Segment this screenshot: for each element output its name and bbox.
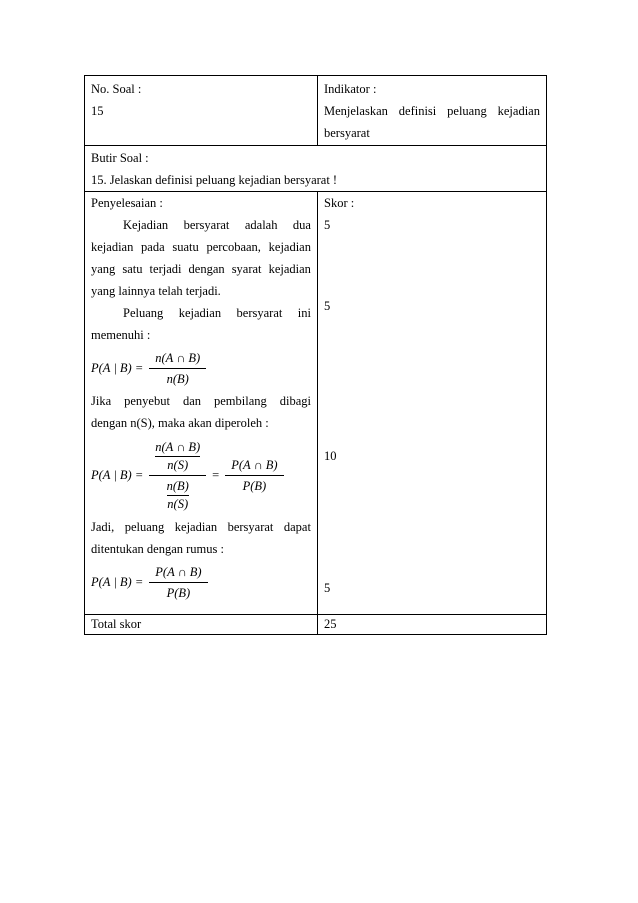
- word: bersyarat: [183, 218, 230, 232]
- formula-3-lhs: P(A | B) =: [91, 574, 144, 589]
- word: Kejadian: [123, 218, 169, 232]
- no-soal-cell: [85, 76, 318, 146]
- word: dengan: [188, 262, 225, 276]
- word: Jadi,: [91, 520, 115, 534]
- indikator-word: peluang: [447, 104, 487, 118]
- para1-line2: [85, 236, 317, 258]
- formula-2-den-bottom: n(S): [167, 496, 189, 511]
- formula-3: [85, 560, 317, 604]
- word: satu: [122, 262, 143, 276]
- formula-2-denominator: [161, 476, 195, 512]
- word: ini: [297, 306, 311, 320]
- para2-line2: memenuhi :: [91, 328, 151, 342]
- word: dan: [182, 394, 201, 408]
- word: kejadian: [174, 520, 218, 534]
- para3-line2: dengan n(S), maka akan diperoleh :: [91, 416, 269, 430]
- skor-value: 10: [324, 449, 337, 463]
- formula-2-equals: =: [212, 467, 220, 482]
- total-label-cell: [85, 615, 318, 635]
- header-row: [85, 76, 547, 146]
- formula-2-num-bottom: n(S): [167, 457, 189, 472]
- para1-line1: [85, 214, 317, 236]
- word: kejadian: [91, 240, 134, 254]
- para1-line3: [85, 258, 317, 280]
- total-label: Total skor: [91, 617, 142, 631]
- skor-value: 5: [324, 299, 331, 313]
- word: dibagi: [279, 394, 311, 408]
- word: peluang: [124, 520, 165, 534]
- para3-line1: [85, 390, 317, 412]
- penyelesaian-row: [85, 192, 547, 615]
- word: suatu: [172, 240, 199, 254]
- formula-2-num-top: n(A ∩ B): [155, 439, 200, 457]
- word: bersyarat: [227, 520, 274, 534]
- word: pembilang: [213, 394, 267, 408]
- word: pada: [141, 240, 165, 254]
- penyelesaian-label: Penyelesaian :: [91, 196, 163, 210]
- formula-1-fraction: [149, 350, 206, 387]
- no-soal-label: No. Soal :: [91, 82, 142, 96]
- indikator-word: kejadian: [497, 104, 540, 118]
- formula-2-rhs-numerator: P(A ∩ B): [225, 457, 283, 476]
- formula-2-complex-fraction: [149, 439, 206, 512]
- formula-3-fraction: [149, 564, 207, 601]
- word: dapat: [283, 520, 311, 534]
- total-value: 25: [324, 617, 337, 631]
- para4-line2: ditentukan dengan rumus :: [91, 542, 224, 556]
- formula-2-numerator: [149, 439, 206, 476]
- indikator-line-2: bersyarat: [324, 126, 370, 140]
- skor-value: 5: [324, 218, 331, 232]
- rubric-table: [84, 75, 547, 635]
- word: percobaan,: [206, 240, 261, 254]
- word: bersyarat: [236, 306, 283, 320]
- total-value-cell: [318, 615, 547, 635]
- indikator-word: Menjelaskan: [324, 104, 388, 118]
- formula-2-den-top: n(B): [167, 478, 189, 496]
- para2-line1: [85, 302, 317, 324]
- formula-1: [85, 346, 317, 390]
- para1-line4: yang lainnya telah terjadi.: [91, 284, 221, 298]
- formula-1-denominator: n(B): [166, 371, 189, 386]
- skor-cell: [318, 192, 547, 615]
- formula-3-denominator: P(B): [166, 585, 191, 600]
- skor-value: 5: [324, 581, 331, 595]
- butir-row: [85, 146, 547, 192]
- indikator-cell: [318, 76, 547, 146]
- word: kejadian: [268, 262, 311, 276]
- formula-3-numerator: P(A ∩ B): [149, 564, 207, 583]
- word: kejadian: [178, 306, 222, 320]
- formula-2: [85, 434, 317, 516]
- indikator-label: Indikator :: [324, 82, 377, 96]
- word: Jika: [91, 394, 112, 408]
- word: dua: [292, 218, 311, 232]
- formula-1-numerator: n(A ∩ B): [149, 350, 206, 369]
- word: kejadian: [268, 240, 311, 254]
- word: syarat: [231, 262, 262, 276]
- formula-2-rhs-fraction: [225, 457, 283, 494]
- formula-2-lhs: P(A | B) =: [91, 467, 144, 482]
- formula-2-rhs-denominator: P(B): [242, 478, 267, 493]
- word: adalah: [244, 218, 278, 232]
- butir-cell: [85, 146, 547, 192]
- total-row: [85, 615, 547, 635]
- formula-1-lhs: P(A | B) =: [91, 360, 144, 375]
- penyelesaian-cell: [85, 192, 318, 615]
- skor-label: Skor :: [324, 196, 355, 210]
- word: terjadi: [149, 262, 182, 276]
- no-soal-value: 15: [91, 104, 104, 118]
- indikator-line-1: [318, 100, 546, 122]
- indikator-word: definisi: [398, 104, 437, 118]
- butir-label: Butir Soal :: [91, 151, 149, 165]
- para4-line1: [85, 516, 317, 538]
- butir-question: 15. Jelaskan definisi peluang kejadian bersyarat !: [91, 173, 338, 187]
- word: penyebut: [124, 394, 170, 408]
- word: Peluang: [123, 306, 164, 320]
- word: yang: [91, 262, 116, 276]
